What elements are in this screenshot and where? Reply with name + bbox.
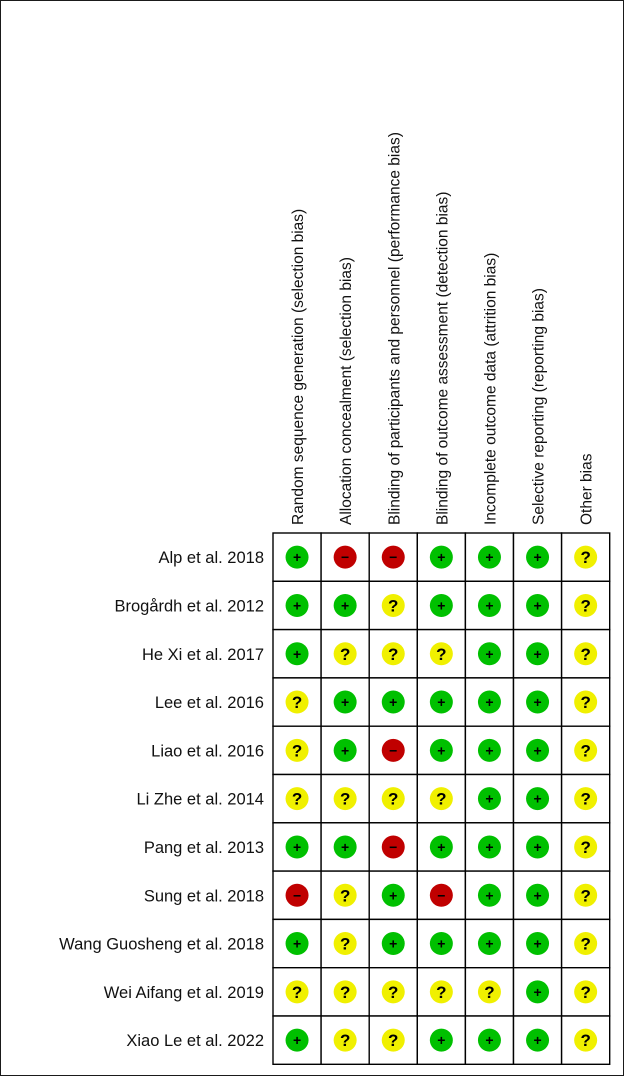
column-header-1: Random sequence generation (selection bias) <box>290 208 308 525</box>
judgement-unclear-symbol: ? <box>291 741 303 761</box>
judgement-unclear-symbol: ? <box>291 693 303 713</box>
judgement-unclear-symbol: ? <box>580 693 591 713</box>
judgement-unclear-symbol: ? <box>339 982 351 1002</box>
judgement-low-symbol: + <box>533 549 542 566</box>
judgement-unclear-symbol: ? <box>436 789 447 809</box>
judgement-low-symbol: + <box>533 694 542 711</box>
risk-of-bias-summary-chart <box>1 1 624 1077</box>
judgement-unclear-symbol: ? <box>580 886 591 906</box>
judgement-low-symbol: + <box>485 887 494 904</box>
judgement-low-symbol: + <box>485 935 494 952</box>
judgement-low-symbol: + <box>341 838 350 855</box>
judgement-unclear-symbol: ? <box>339 789 351 809</box>
judgement-unclear-symbol: ? <box>339 1031 351 1051</box>
judgement-high-symbol: − <box>389 742 398 759</box>
judgement-low-symbol: + <box>341 742 350 759</box>
row-label-10: Wei Aifang et al. 2019 <box>103 983 264 1002</box>
judgement-low-symbol: + <box>485 549 494 566</box>
judgement-unclear-symbol: ? <box>388 596 399 616</box>
judgement-unclear-symbol: ? <box>580 837 591 857</box>
row-label-7: Pang et al. 2013 <box>143 838 264 857</box>
judgement-unclear-symbol: ? <box>339 644 351 664</box>
judgement-low-symbol: + <box>533 935 542 952</box>
judgement-low-symbol: + <box>533 790 542 807</box>
row-label-4: Lee et al. 2016 <box>154 694 264 713</box>
judgement-low-symbol: + <box>485 694 494 711</box>
judgement-unclear-symbol: ? <box>580 548 591 568</box>
judgement-unclear-symbol: ? <box>580 1031 591 1051</box>
judgement-low-symbol: + <box>437 549 446 566</box>
row-label-9: Wang Guosheng et al. 2018 <box>59 935 264 954</box>
column-header-6: Selective reporting (reporting bias) <box>530 288 548 525</box>
judgement-unclear-symbol: ? <box>436 982 447 1002</box>
judgement-unclear-symbol: ? <box>580 982 591 1002</box>
judgement-low-symbol: + <box>389 694 398 711</box>
judgement-low-symbol: + <box>341 694 350 711</box>
judgement-low-symbol: + <box>389 935 398 952</box>
judgement-low-symbol: + <box>292 645 302 662</box>
judgement-unclear-symbol: ? <box>580 789 591 809</box>
judgement-low-symbol: + <box>485 838 494 855</box>
judgement-unclear-symbol: ? <box>291 982 303 1002</box>
judgement-low-symbol: + <box>533 645 542 662</box>
judgement-low-symbol: + <box>533 1032 542 1049</box>
judgement-unclear-symbol: ? <box>436 644 447 664</box>
judgement-low-symbol: + <box>292 597 302 614</box>
judgement-unclear-symbol: ? <box>388 982 399 1002</box>
row-label-5: Liao et al. 2016 <box>151 742 264 761</box>
judgement-unclear-symbol: ? <box>291 789 303 809</box>
judgement-low-symbol: + <box>533 838 542 855</box>
judgement-unclear-symbol: ? <box>388 1031 399 1051</box>
column-header-5: Incomplete outcome data (attrition bias) <box>482 252 500 525</box>
judgement-unclear-symbol: ? <box>580 596 591 616</box>
column-header-4: Blinding of outcome assessment (detection bias) <box>434 191 452 525</box>
row-label-11: Xiao Le et al. 2022 <box>126 1032 264 1051</box>
row-label-6: Li Zhe et al. 2014 <box>136 790 264 809</box>
judgement-unclear-symbol: ? <box>580 644 591 664</box>
judgement-low-symbol: + <box>389 887 398 904</box>
judgement-high-symbol: − <box>341 549 350 566</box>
judgement-low-symbol: + <box>341 597 350 614</box>
column-header-3: Blinding of participants and personnel (performance bias) <box>386 132 404 525</box>
judgement-high-symbol: − <box>292 887 302 904</box>
judgement-low-symbol: + <box>485 1032 494 1049</box>
judgement-high-symbol: − <box>389 838 398 855</box>
judgement-low-symbol: + <box>437 742 446 759</box>
judgement-unclear-symbol: ? <box>339 934 351 954</box>
judgement-unclear-symbol: ? <box>484 982 495 1002</box>
judgement-unclear-symbol: ? <box>580 741 591 761</box>
judgement-unclear-symbol: ? <box>388 789 399 809</box>
judgement-low-symbol: + <box>292 935 302 952</box>
judgement-low-symbol: + <box>485 645 494 662</box>
judgement-low-symbol: + <box>437 597 446 614</box>
judgement-low-symbol: + <box>533 983 542 1000</box>
judgement-low-symbol: + <box>437 935 446 952</box>
judgement-low-symbol: + <box>533 887 542 904</box>
judgement-high-symbol: − <box>437 887 446 904</box>
row-label-1: Alp et al. 2018 <box>158 549 264 568</box>
column-header-7: Other bias <box>578 453 596 525</box>
column-header-2: Allocation concealment (selection bias) <box>338 257 356 525</box>
judgement-low-symbol: + <box>485 790 494 807</box>
row-label-3: He Xi et al. 2017 <box>142 645 264 664</box>
judgement-low-symbol: + <box>292 838 302 855</box>
judgement-low-symbol: + <box>292 1032 302 1049</box>
judgement-low-symbol: + <box>533 742 542 759</box>
judgement-low-symbol: + <box>292 549 302 566</box>
row-label-8: Sung et al. 2018 <box>143 887 264 906</box>
judgement-unclear-symbol: ? <box>339 886 351 906</box>
judgement-low-symbol: + <box>437 694 446 711</box>
judgement-low-symbol: + <box>437 1032 446 1049</box>
judgement-low-symbol: + <box>533 597 542 614</box>
judgement-low-symbol: + <box>437 838 446 855</box>
judgement-unclear-symbol: ? <box>388 644 399 664</box>
judgement-high-symbol: − <box>389 549 398 566</box>
judgement-low-symbol: + <box>485 742 494 759</box>
judgement-low-symbol: + <box>485 597 494 614</box>
judgement-unclear-symbol: ? <box>580 934 591 954</box>
row-label-2: Brogårdh et al. 2012 <box>114 597 264 616</box>
